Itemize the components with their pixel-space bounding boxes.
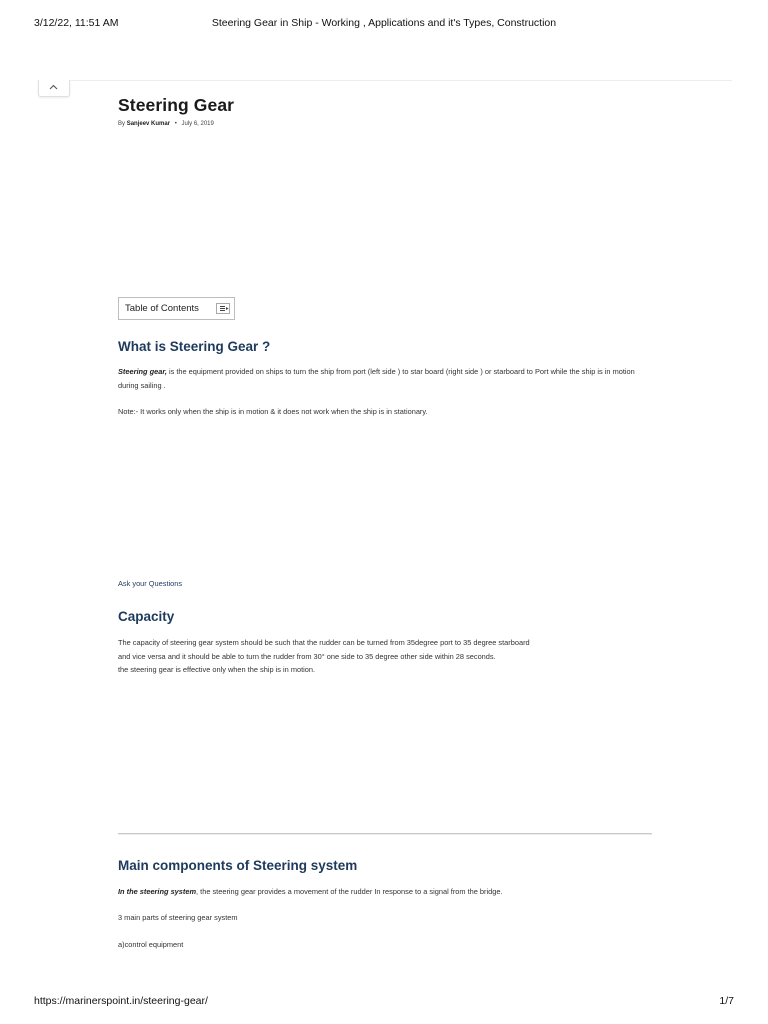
chevron-up-icon	[49, 84, 58, 90]
capacity-paragraph	[118, 636, 653, 677]
capacity-line-1: The capacity of steering gear system should be such that the rudder can be turned from 35degree port to 35 degree starboard	[118, 638, 530, 647]
table-of-contents[interactable]	[118, 297, 235, 320]
author-link[interactable]: Sanjeev Kumar	[126, 121, 171, 127]
what-text: is the equipment provided on ships to turn the ship from port (left side ) to star board (right side ) or starboard to Port while the ship is in motion during sailing .	[118, 367, 635, 390]
heading-main-components: Main components of Steering system	[118, 858, 358, 873]
components-paragraph	[118, 885, 653, 899]
print-url: https://marinerspoint.in/steering-gear/	[34, 995, 208, 1007]
byline	[118, 121, 214, 127]
parts-paragraph: 3 main parts of steering gear system	[118, 913, 238, 922]
heading-what-is-steering-gear: What is Steering Gear ?	[118, 339, 271, 354]
list-toggle-icon	[218, 304, 230, 313]
components-lead: In the steering system	[118, 887, 197, 896]
byline-prefix: By	[118, 121, 126, 127]
what-paragraph	[118, 365, 653, 392]
section-divider	[118, 833, 652, 835]
post-title: Steering Gear	[118, 95, 235, 115]
top-divider	[70, 80, 732, 81]
ask-questions-link[interactable]: Ask your Questions	[118, 579, 183, 588]
capacity-line-3: the steering gear is effective only when the ship is in motion.	[118, 665, 316, 674]
byline-separator: •	[174, 121, 177, 127]
post-date: July 6, 2019	[181, 121, 214, 127]
toc-label: Table of Contents	[125, 303, 199, 314]
scroll-to-top-button[interactable]	[38, 80, 70, 97]
toc-toggle-button[interactable]	[216, 303, 230, 314]
heading-capacity: Capacity	[118, 609, 175, 624]
capacity-line-2: and vice versa and it should be able to turn the rudder from 30° one side to 35 degree other side within 28 seconds.	[118, 651, 496, 661]
control-equipment-item: a)control equipment	[118, 940, 184, 949]
components-text: , the steering gear provides a movement of the rudder In response to a signal from the bridge.	[196, 887, 503, 896]
print-page-number: 1/7	[719, 995, 734, 1007]
print-date: 3/12/22, 11:51 AM	[34, 17, 119, 29]
print-page-title: Steering Gear in Ship - Working , Applications and it's Types, Construction	[211, 17, 557, 29]
what-lead: Steering gear,	[118, 367, 167, 376]
note-paragraph: Note:- It works only when the ship is in motion & it does not work when the ship is in stationary.	[118, 407, 428, 416]
